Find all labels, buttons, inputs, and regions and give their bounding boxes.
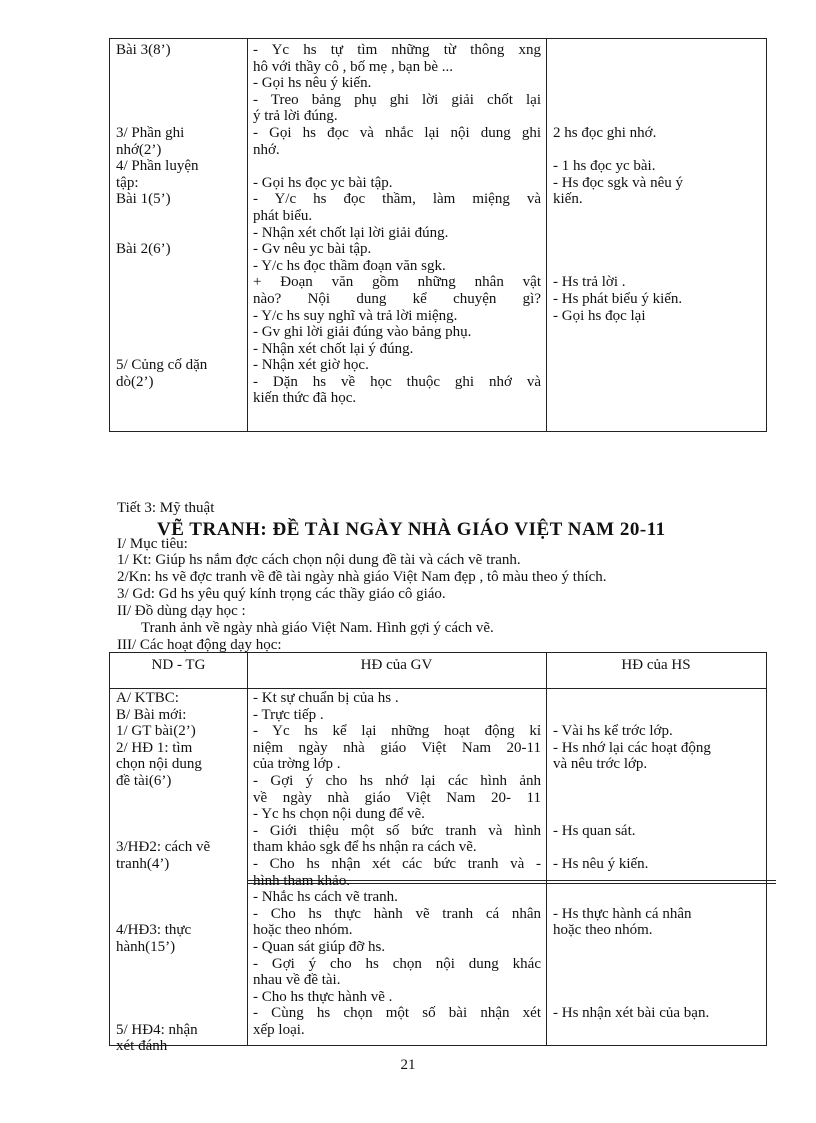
- table-cell-line: [553, 258, 761, 275]
- table-cell-line: [116, 823, 244, 840]
- objective-knowledge: 1/ Kt: Giúp hs nắm đợc cách chọn nội dung đề tài và cách vẽ tranh.: [117, 552, 521, 568]
- table-cell-line: hoặc theo nhóm.: [253, 922, 353, 939]
- table-cell-line: [553, 889, 761, 906]
- table-cell-line: 3/ Phần ghi: [116, 124, 185, 141]
- lesson-table-bottom: [109, 652, 767, 1055]
- table-cell-line: [116, 806, 244, 823]
- table-cell-line: - Hs quan sát.: [553, 822, 636, 839]
- table-cell-line: [116, 75, 244, 92]
- table-cell-line: - Dặn hs về học thuộc ghi nhớ và: [253, 373, 541, 390]
- materials-heading: II/ Đồ dùng dạy học :: [117, 603, 246, 619]
- content-column: [116, 42, 244, 390]
- table-cell-line: [116, 989, 244, 1006]
- table-cell-line: - Hs đọc sgk và nêu ý: [553, 174, 683, 191]
- teacher-activity-column: [253, 690, 541, 1038]
- table-cell-line: [553, 208, 761, 225]
- table-cell-line: 5/ Củng cố dặn: [116, 357, 208, 374]
- table-cell-line: - Gọi hs đọc và nhắc lại nội dung ghi: [253, 124, 541, 141]
- table-cell-line: [553, 225, 761, 242]
- table-cell-line: [553, 241, 761, 258]
- table-cell-line: của trờng lớp .: [253, 756, 341, 773]
- table-cell-line: [553, 42, 761, 59]
- table-cell-line: nhau về đề tài.: [253, 972, 341, 989]
- table-cell-line: - Hs thực hành cá nhân: [553, 905, 692, 922]
- table-cell-line: [116, 972, 244, 989]
- table-cell-line: xếp loại.: [253, 1021, 305, 1038]
- table-cell-line: - Gv nêu yc bài tập.: [253, 241, 372, 258]
- table-cell-line: [553, 92, 761, 109]
- table-cell-line: [116, 208, 244, 225]
- page-number: 21: [400, 1057, 416, 1073]
- content-column: [116, 690, 244, 1055]
- table-cell-line: - Hs nêu ý kiến.: [553, 855, 649, 872]
- objective-skill: 2/Kn: hs vẽ đợc tranh về đề tài ngày nhà giáo Việt Nam đẹp , tô màu theo ý thích.: [117, 569, 607, 585]
- table-cell-line: A/ KTBC:: [116, 690, 179, 706]
- table-cell-line: - Yc hs kể lại những hoạt động kỉ: [253, 723, 541, 740]
- table-cell-line: - Gọi hs đọc lại: [553, 307, 646, 324]
- table-cell-line: B/ Bài mới:: [116, 706, 187, 723]
- table-cell-line: - Gợi ý cho hs chọn nội dung khác: [253, 955, 541, 972]
- table-cell-line: - Cho hs nhận xét các bức tranh và -: [253, 855, 541, 872]
- table-cell-line: [553, 690, 761, 707]
- header-divider: [110, 688, 766, 689]
- table-cell-line: [116, 308, 244, 325]
- table-cell-line: - Cùng hs chọn một số bài nhận xét: [253, 1005, 541, 1022]
- table-cell-line: - Hs nhận xét bài của bạn.: [553, 1005, 710, 1022]
- table-cell-line: - Giới thiệu một số bức tranh và hình: [253, 822, 541, 839]
- table-cell-line: nhớ(2’): [116, 141, 162, 158]
- table-cell-line: hoặc theo nhóm.: [553, 922, 653, 939]
- table-cell-line: - Treo bảng phụ ghi lời giải chốt lại: [253, 91, 541, 108]
- table-cell-line: [116, 258, 244, 275]
- table-cell-line: Bài 3(8’): [116, 42, 171, 58]
- column-divider: [247, 39, 248, 431]
- table-cell-line: 2 hs đọc ghi nhớ.: [553, 124, 657, 141]
- table-cell-line: - Nhận xét giờ học.: [253, 357, 369, 374]
- table-cell-line: - Cho hs thực hành vẽ .: [253, 988, 393, 1005]
- table-cell-line: - 1 hs đọc yc bài.: [553, 158, 656, 175]
- table-cell-line: [553, 773, 761, 790]
- table-cell-line: [116, 790, 244, 807]
- table-cell-line: [116, 225, 244, 242]
- table-cell-line: [116, 59, 244, 76]
- table-cell-line: tham khảo sgk để hs nhận ra cách vẽ.: [253, 839, 477, 856]
- column-divider: [546, 653, 547, 1045]
- materials-text: Tranh ảnh về ngày nhà giáo Việt Nam. Hình gợi ý cách vẽ.: [141, 620, 494, 636]
- table-cell-line: hình tham khảo.: [253, 872, 351, 889]
- table-cell-line: [553, 59, 761, 76]
- table-cell-line: kiến.: [553, 191, 583, 208]
- table-cell-line: nhớ.: [253, 141, 280, 158]
- table-cell-line: - Cho hs thực hành vẽ tranh cá nhân: [253, 905, 541, 922]
- table-cell-line: [116, 92, 244, 109]
- table-cell-line: [253, 158, 541, 175]
- table-cell-line: niệm ngày nhà giáo Việt Nam 20-11: [253, 739, 541, 756]
- table-cell-line: [116, 956, 244, 973]
- table-cell-line: chọn nội dung: [116, 756, 202, 773]
- table-cell-line: 2/ HĐ 1: tìm: [116, 739, 193, 756]
- table-cell-line: - Gv ghi lời giải đúng vào bảng phụ.: [253, 324, 472, 341]
- table-cell-line: 4/ Phần luyện: [116, 158, 199, 175]
- table-cell-line: - Gọi hs đọc yc bài tập.: [253, 174, 393, 191]
- table-cell-line: tranh(4’): [116, 855, 170, 872]
- table-cell-line: tập:: [116, 174, 139, 191]
- table-cell-line: - Hs phát biểu ý kiến.: [553, 290, 683, 307]
- table-cell-line: Bài 1(5’): [116, 191, 171, 208]
- period-label: Tiết 3: Mỹ thuật: [117, 500, 215, 516]
- column-divider: [546, 39, 547, 431]
- table-cell-line: hô với thầy cô , bố mẹ , bạn bè ...: [253, 58, 453, 75]
- lesson-table-top: [109, 38, 767, 432]
- table-cell-line: - Hs nhớ lại các hoạt động: [553, 739, 711, 756]
- table-cell-line: Bài 2(6’): [116, 241, 171, 258]
- table-cell-line: ý trả lời đúng.: [253, 108, 338, 125]
- student-activity-column: [553, 42, 761, 324]
- table-cell-line: - Nhận xét chốt lại ý đúng.: [253, 340, 414, 357]
- table-cell-line: [116, 324, 244, 341]
- table-cell-line: + Đoạn văn gồm những nhân vật: [253, 274, 541, 291]
- objective-attitude: 3/ Gd: Gd hs yêu quý kính trọng các thầy giáo cô giáo.: [117, 586, 446, 602]
- table-cell-line: xét đánh: [116, 1038, 168, 1055]
- table-cell-line: [116, 341, 244, 358]
- header-content: ND - TG: [151, 657, 206, 673]
- table-cell-line: [553, 806, 761, 823]
- table-cell-line: [116, 906, 244, 923]
- table-cell-line: [553, 75, 761, 92]
- table-cell-line: - Yc hs tự tìm những từ thông xng: [253, 42, 541, 58]
- table-cell-line: - Gợi ý cho hs nhớ lại các hình ảnh: [253, 772, 541, 789]
- header-teacher: HĐ của GV: [360, 657, 433, 673]
- table-cell-line: [116, 108, 244, 125]
- table-cell-line: - Y/c hs đọc thầm, làm miệng và: [253, 191, 541, 208]
- table-cell-line: [553, 790, 761, 807]
- table-cell-line: nào? Nội dung kể chuyện gì?: [253, 290, 541, 307]
- table-cell-line: - Nhận xét chốt lại lời giải đúng.: [253, 224, 449, 241]
- table-cell-line: - Y/c hs đọc thầm đoạn văn sgk.: [253, 257, 446, 274]
- objectives-heading: I/ Mục tiêu:: [117, 536, 188, 552]
- table-cell-line: - Kt sự chuẩn bị của hs .: [253, 690, 399, 706]
- table-cell-line: [553, 108, 761, 125]
- table-cell-line: về ngày nhà giáo Việt Nam 20- 11: [253, 789, 541, 806]
- table-cell-line: [553, 839, 761, 856]
- table-cell-line: 5/ HĐ4: nhận: [116, 1021, 198, 1038]
- table-cell-line: - Hs trả lời .: [553, 274, 626, 291]
- header-student: HĐ của HS: [621, 657, 691, 673]
- table-cell-line: [553, 956, 761, 973]
- student-activity-column: [553, 690, 761, 1022]
- table-cell-line: [553, 873, 761, 890]
- lesson-title: VẼ TRANH: ĐỀ TÀI NGÀY NHÀ GIÁO VIỆT NAM 20-11: [157, 519, 666, 540]
- table-cell-line: - Trực tiếp .: [253, 706, 324, 723]
- table-cell-line: [116, 889, 244, 906]
- table-cell-line: - Yc hs chọn nội dung để vẽ.: [253, 806, 425, 823]
- table-cell-line: [553, 939, 761, 956]
- table-cell-line: dò(2’): [116, 373, 154, 390]
- table-cell-line: kiến thức đã học.: [253, 390, 357, 407]
- table-cell-line: đề tài(6’): [116, 772, 172, 789]
- table-cell-line: [553, 972, 761, 989]
- table-cell-line: - Nhắc hs cách vẽ tranh.: [253, 889, 398, 906]
- table-cell-line: [116, 873, 244, 890]
- table-cell-line: [116, 274, 244, 291]
- table-cell-line: phát biểu.: [253, 207, 313, 224]
- teacher-activity-column: [253, 42, 541, 407]
- table-cell-line: [553, 707, 761, 724]
- table-cell-line: [116, 1005, 244, 1022]
- table-cell-line: và nêu trớc lớp.: [553, 756, 648, 773]
- table-cell-line: 4/HĐ3: thực: [116, 922, 192, 939]
- table-cell-line: [116, 291, 244, 308]
- table-cell-line: - Gọi hs nêu ý kiến.: [253, 75, 372, 92]
- table-cell-line: [553, 142, 761, 159]
- table-cell-line: - Y/c hs suy nghĩ và trả lời miệng.: [253, 307, 458, 324]
- column-divider: [247, 653, 248, 1045]
- table-cell-line: - Vài hs kể trớc lớp.: [553, 723, 673, 740]
- table-cell-line: [553, 989, 761, 1006]
- table-cell-line: 3/HĐ2: cách vẽ: [116, 839, 211, 856]
- table-cell-line: hành(15’): [116, 938, 176, 955]
- activities-heading: III/ Các hoạt động dạy học:: [117, 637, 282, 653]
- table-cell-line: 1/ GT bài(2’): [116, 723, 196, 740]
- table-cell-line: - Quan sát giúp đỡ hs.: [253, 938, 386, 955]
